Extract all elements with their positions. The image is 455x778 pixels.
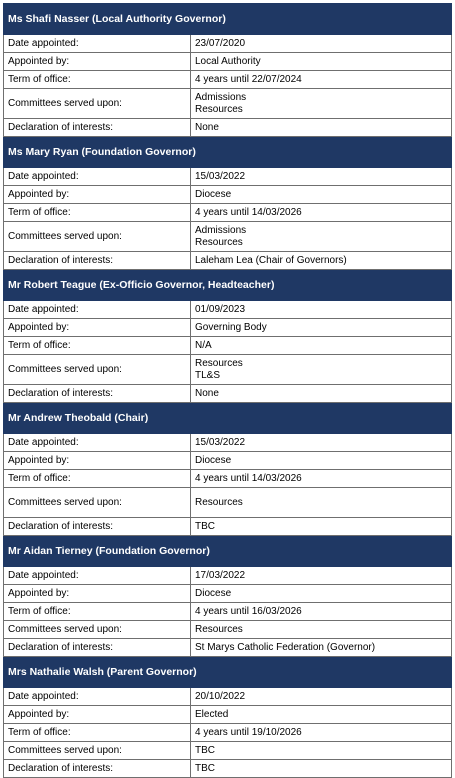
table-row: [4, 168, 452, 186]
committee-item: TL&S: [195, 369, 221, 381]
date-appointed-value: 23/07/2020: [191, 35, 452, 53]
declaration-of-interests-value: St Marys Catholic Federation (Governor): [191, 639, 452, 657]
committee-item: Resources: [195, 103, 243, 115]
term-of-office-value: 4 years until 14/03/2026: [191, 204, 452, 222]
declaration-of-interests-label: Declaration of interests:: [4, 119, 191, 137]
appointed-by-value: Diocese: [191, 585, 452, 603]
governors-table-body: [4, 4, 452, 778]
date-appointed-value: 15/03/2022: [191, 434, 452, 452]
declaration-of-interests-value: None: [191, 385, 452, 403]
table-row: [4, 252, 452, 270]
committee-item: TBC: [195, 744, 215, 756]
committee-item: Admissions: [195, 91, 247, 103]
table-row: [4, 89, 452, 119]
governor-header-row: [4, 137, 452, 168]
appointed-by-value: Governing Body: [191, 319, 452, 337]
table-row: [4, 688, 452, 706]
table-row: [4, 760, 452, 778]
committee-item: Admissions: [195, 224, 247, 236]
appointed-by-label: Appointed by:: [4, 452, 191, 470]
governor-header-row: [4, 4, 452, 35]
appointed-by-value: Diocese: [191, 452, 452, 470]
date-appointed-label: Date appointed:: [4, 434, 191, 452]
table-row: [4, 603, 452, 621]
table-row: [4, 222, 452, 252]
table-row: [4, 355, 452, 385]
committee-item: Resources: [195, 357, 243, 369]
term-of-office-label: Term of office:: [4, 204, 191, 222]
committee-item: Resources: [195, 623, 243, 635]
committees-served-value: [191, 621, 452, 639]
term-of-office-value: 4 years until 19/10/2026: [191, 724, 452, 742]
committees-served-label: Committees served upon:: [4, 222, 191, 252]
declaration-of-interests-value: TBC: [191, 760, 452, 778]
table-row: [4, 204, 452, 222]
governor-header-row: [4, 403, 452, 434]
date-appointed-label: Date appointed:: [4, 301, 191, 319]
committees-served-value: [191, 488, 452, 518]
appointed-by-value: Local Authority: [191, 53, 452, 71]
appointed-by-label: Appointed by:: [4, 319, 191, 337]
appointed-by-value: Diocese: [191, 186, 452, 204]
committees-served-value: [191, 89, 452, 119]
appointed-by-label: Appointed by:: [4, 53, 191, 71]
term-of-office-value: 4 years until 16/03/2026: [191, 603, 452, 621]
committees-served-label: Committees served upon:: [4, 742, 191, 760]
date-appointed-label: Date appointed:: [4, 35, 191, 53]
table-row: [4, 53, 452, 71]
table-row: [4, 621, 452, 639]
appointed-by-label: Appointed by:: [4, 706, 191, 724]
declaration-of-interests-label: Declaration of interests:: [4, 252, 191, 270]
table-row: [4, 337, 452, 355]
committees-served-label: Committees served upon:: [4, 488, 191, 518]
appointed-by-label: Appointed by:: [4, 186, 191, 204]
table-row: [4, 319, 452, 337]
term-of-office-label: Term of office:: [4, 724, 191, 742]
committee-item: Resources: [195, 496, 243, 508]
committees-served-value: [191, 355, 452, 385]
governor-header-row: [4, 657, 452, 688]
table-row: [4, 452, 452, 470]
declaration-of-interests-value: Laleham Lea (Chair of Governors): [191, 252, 452, 270]
table-row: [4, 567, 452, 585]
declaration-of-interests-label: Declaration of interests:: [4, 518, 191, 536]
committees-served-label: Committees served upon:: [4, 89, 191, 119]
declaration-of-interests-label: Declaration of interests:: [4, 760, 191, 778]
term-of-office-value: N/A: [191, 337, 452, 355]
table-row: [4, 385, 452, 403]
date-appointed-label: Date appointed:: [4, 688, 191, 706]
term-of-office-label: Term of office:: [4, 470, 191, 488]
date-appointed-value: 15/03/2022: [191, 168, 452, 186]
committees-served-label: Committees served upon:: [4, 621, 191, 639]
table-row: [4, 742, 452, 760]
declaration-of-interests-value: TBC: [191, 518, 452, 536]
table-row: [4, 434, 452, 452]
declaration-of-interests-label: Declaration of interests:: [4, 385, 191, 403]
governor-header-row: [4, 270, 452, 301]
governor-name: Ms Shafi Nasser (Local Authority Governor): [4, 4, 452, 35]
table-row: [4, 301, 452, 319]
date-appointed-label: Date appointed:: [4, 168, 191, 186]
table-row: [4, 71, 452, 89]
governor-name: Mr Robert Teague (Ex-Officio Governor, Headteacher): [4, 270, 452, 301]
committees-served-value: [191, 222, 452, 252]
committees-served-value: [191, 742, 452, 760]
term-of-office-value: 4 years until 14/03/2026: [191, 470, 452, 488]
date-appointed-value: 17/03/2022: [191, 567, 452, 585]
governor-header-row: [4, 536, 452, 567]
governors-table: [3, 3, 452, 778]
committee-item: Resources: [195, 236, 243, 248]
table-row: [4, 706, 452, 724]
table-row: [4, 186, 452, 204]
committees-served-label: Committees served upon:: [4, 355, 191, 385]
term-of-office-label: Term of office:: [4, 603, 191, 621]
appointed-by-value: Elected: [191, 706, 452, 724]
table-row: [4, 119, 452, 137]
table-row: [4, 35, 452, 53]
term-of-office-label: Term of office:: [4, 337, 191, 355]
date-appointed-value: 20/10/2022: [191, 688, 452, 706]
table-row: [4, 585, 452, 603]
table-row: [4, 724, 452, 742]
governor-name: Mrs Nathalie Walsh (Parent Governor): [4, 657, 452, 688]
appointed-by-label: Appointed by:: [4, 585, 191, 603]
table-row: [4, 639, 452, 657]
term-of-office-value: 4 years until 22/07/2024: [191, 71, 452, 89]
governor-name: Ms Mary Ryan (Foundation Governor): [4, 137, 452, 168]
declaration-of-interests-label: Declaration of interests:: [4, 639, 191, 657]
table-row: [4, 488, 452, 518]
declaration-of-interests-value: None: [191, 119, 452, 137]
table-row: [4, 470, 452, 488]
date-appointed-label: Date appointed:: [4, 567, 191, 585]
governor-name: Mr Aidan Tierney (Foundation Governor): [4, 536, 452, 567]
term-of-office-label: Term of office:: [4, 71, 191, 89]
date-appointed-value: 01/09/2023: [191, 301, 452, 319]
table-row: [4, 518, 452, 536]
governor-name: Mr Andrew Theobald (Chair): [4, 403, 452, 434]
